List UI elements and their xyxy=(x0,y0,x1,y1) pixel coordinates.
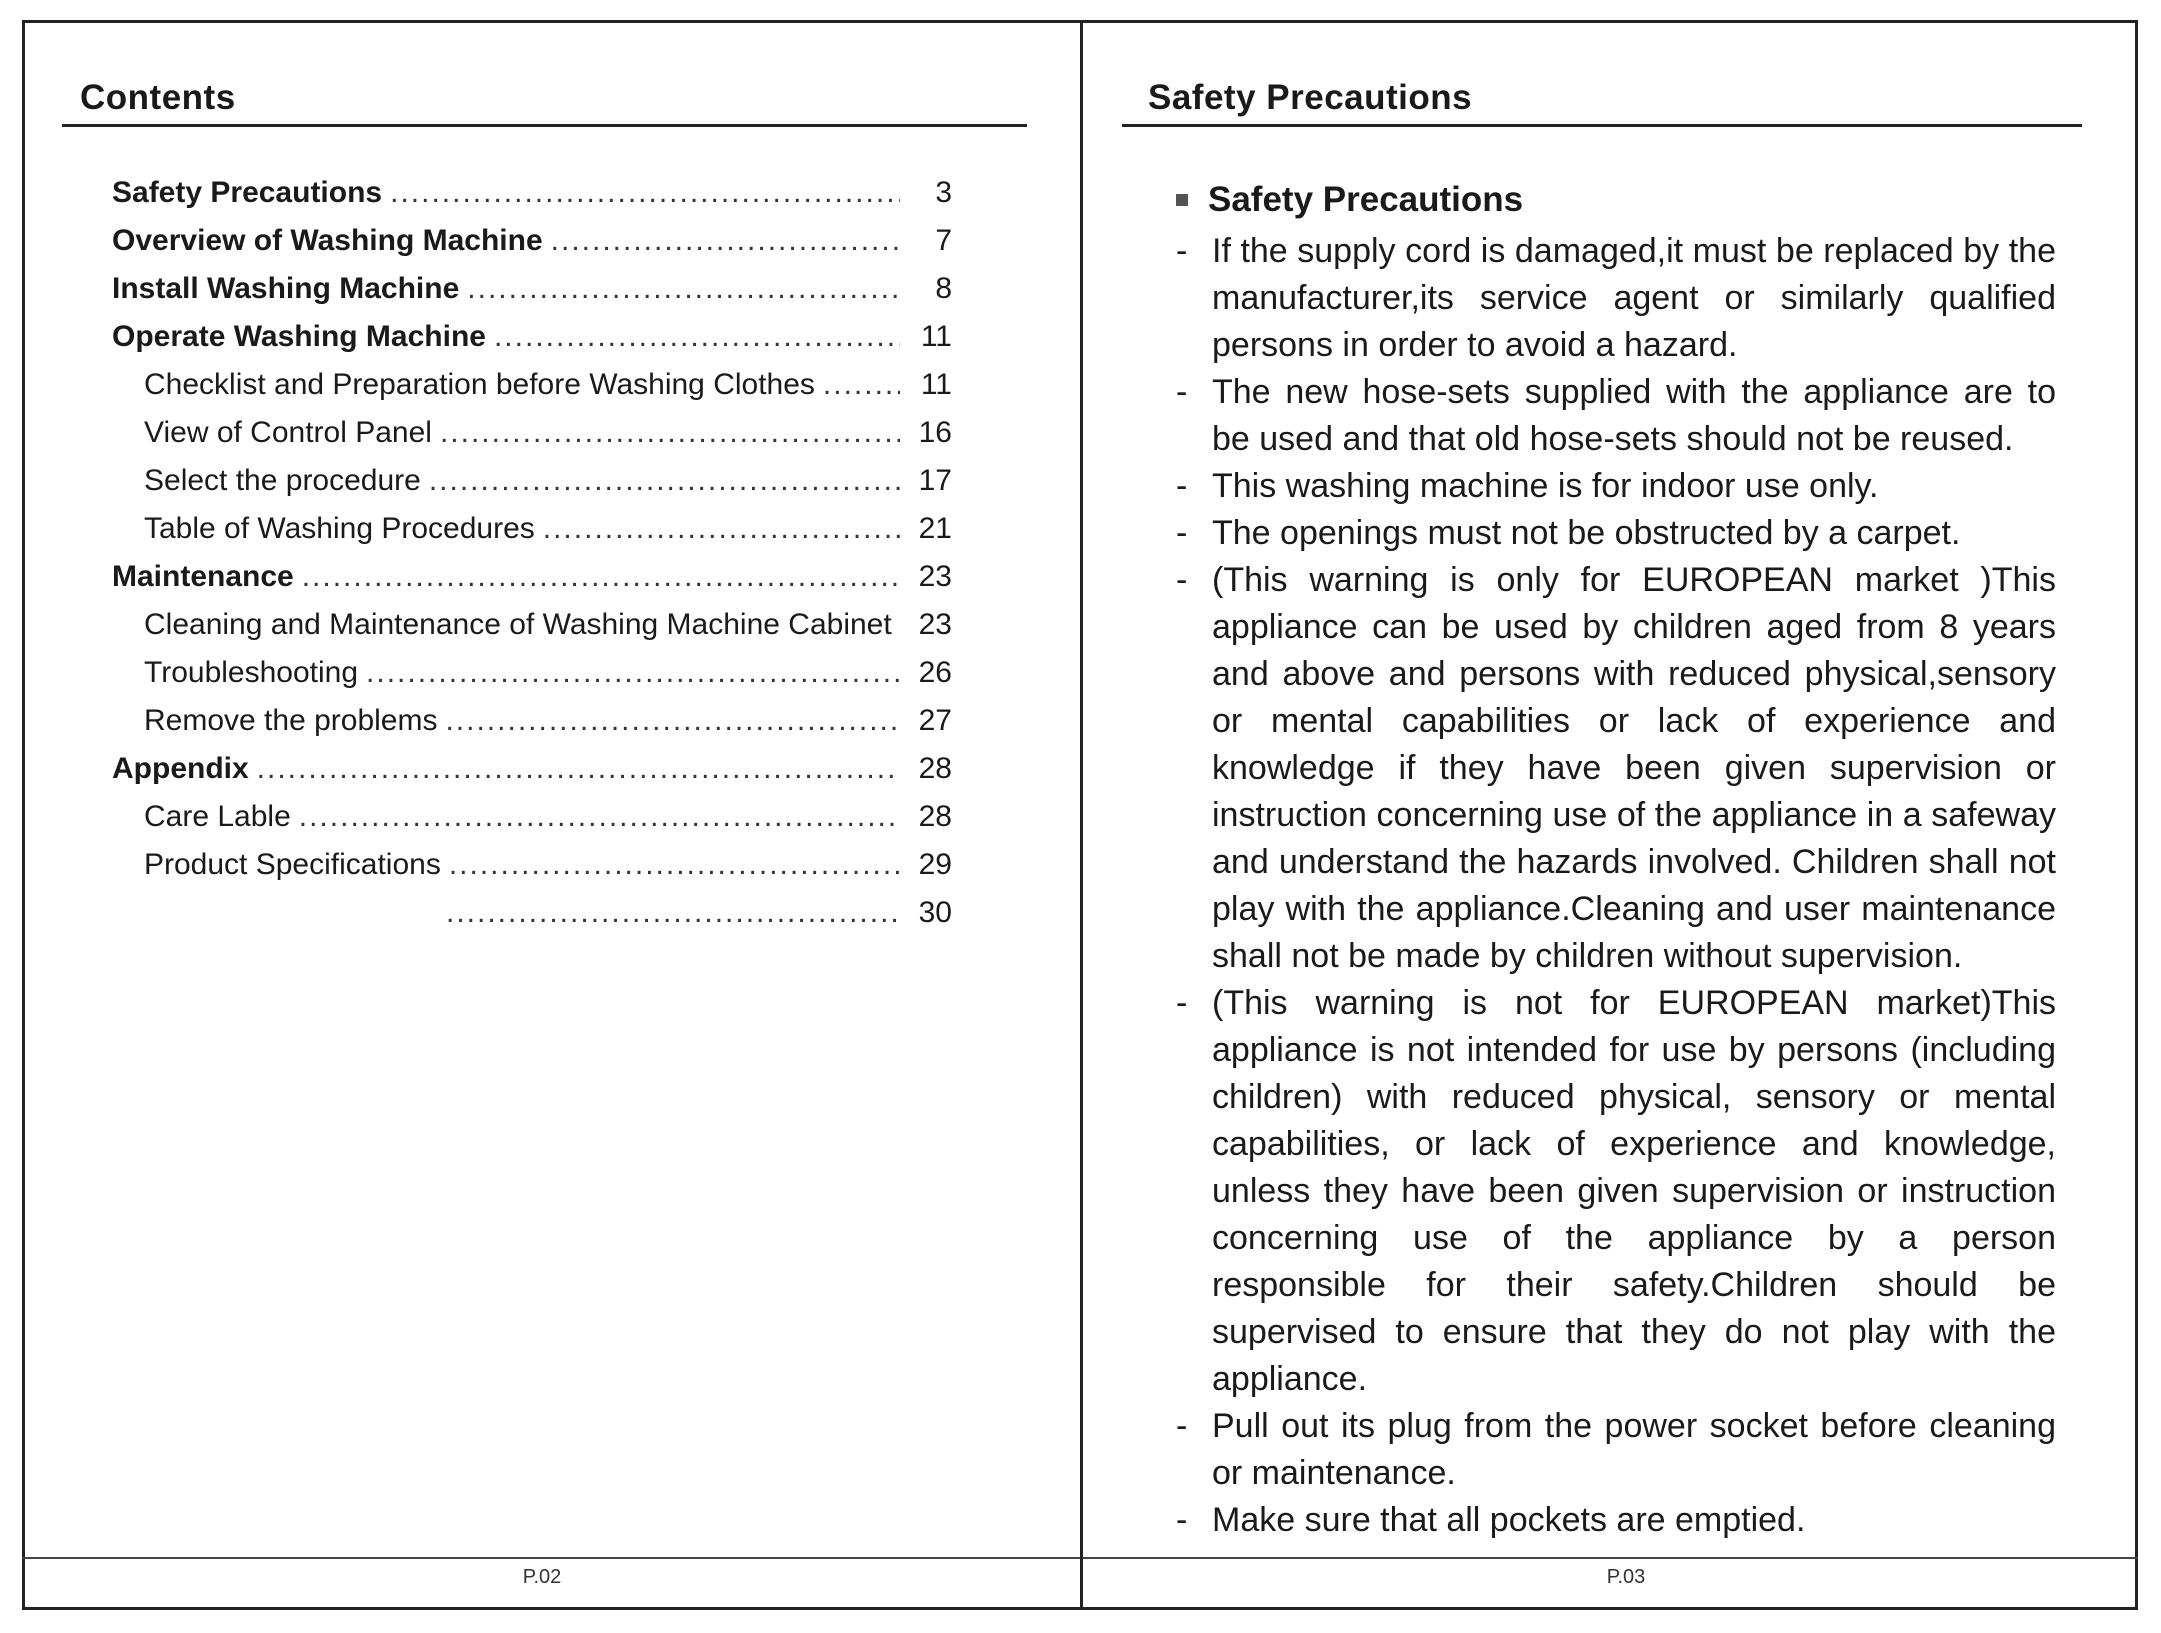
safety-title-rule xyxy=(1122,124,2082,127)
safety-section-heading-text: Safety Precautions xyxy=(1208,180,1524,219)
toc-entry-label: Product Specifications xyxy=(144,848,441,881)
toc-entry-page: 27 xyxy=(918,704,952,737)
toc-entry xyxy=(112,848,952,896)
toc-entry-page: 26 xyxy=(918,656,952,689)
toc-entry-label: Install Washing Machine xyxy=(112,272,460,305)
dash-bullet-icon: - xyxy=(1176,1407,1188,1445)
toc-dot-leader xyxy=(257,752,900,786)
safety-precautions-list xyxy=(1176,228,2056,1544)
toc-dot-leader xyxy=(440,416,900,450)
toc-entry xyxy=(112,368,952,416)
dash-bullet-icon: - xyxy=(1176,1501,1188,1539)
toc-entry xyxy=(112,656,952,704)
toc-entry-page: 23 xyxy=(918,608,952,641)
dash-bullet-icon: - xyxy=(1176,467,1188,505)
toc-entry-label: Overview of Washing Machine xyxy=(112,224,543,257)
precaution-text: Pull out its plug from the power socket before cleaning or maintenance. xyxy=(1212,1407,2056,1492)
precaution-item xyxy=(1176,557,2056,980)
precaution-item xyxy=(1176,1497,2056,1544)
toc-dot-leader xyxy=(366,656,900,690)
right-footer-rule xyxy=(1083,1557,2138,1559)
toc-entry-label: Care Lable xyxy=(144,800,291,833)
toc-entry-label: Operate Washing Machine xyxy=(112,320,486,353)
toc-entry-page: 11 xyxy=(920,320,952,353)
toc-entry xyxy=(112,704,952,752)
toc-entry-page: 29 xyxy=(918,848,952,881)
toc-dot-leader xyxy=(494,320,900,354)
toc-entry-page: 16 xyxy=(918,416,952,449)
right-page-number: P.03 xyxy=(1606,1566,1646,1588)
toc-dot-leader xyxy=(445,704,900,738)
toc-entry-page: 7 xyxy=(935,224,952,257)
safety-page-title: Safety Precautions xyxy=(1148,78,1473,117)
precaution-text: The openings must not be obstructed by a carpet. xyxy=(1212,514,1961,552)
toc-entry xyxy=(112,752,952,800)
toc-entry-label: Troubleshooting xyxy=(144,656,359,689)
toc-entry xyxy=(112,896,952,944)
toc-entry-page: 23 xyxy=(918,560,952,593)
toc-dot-leader xyxy=(446,896,900,930)
precaution-text: If the supply cord is damaged,it must be replaced by the manufacturer,its service agent or similarly qualified persons in order to avoid a hazard. xyxy=(1212,232,2056,364)
toc-entry-label: Table of Washing Procedures xyxy=(144,512,535,545)
dash-bullet-icon: - xyxy=(1176,514,1188,552)
toc-entry-page: 3 xyxy=(935,176,952,209)
toc-entry-label: Select the procedure xyxy=(144,464,421,497)
toc-dot-leader xyxy=(299,800,900,834)
toc-entry-label: Cleaning and Maintenance of Washing Machine Cabinet xyxy=(144,608,892,641)
toc-entry-page: 8 xyxy=(935,272,952,305)
toc-entry xyxy=(112,224,952,272)
table-of-contents xyxy=(112,176,952,944)
toc-dot-leader xyxy=(551,224,900,258)
precaution-text: This washing machine is for indoor use only. xyxy=(1212,467,1879,505)
square-bullet-icon xyxy=(1176,194,1188,206)
toc-entry xyxy=(112,608,952,656)
toc-entry-page: 30 xyxy=(918,896,952,929)
precaution-item xyxy=(1176,228,2056,369)
safety-section-heading xyxy=(1176,180,1523,220)
toc-dot-leader xyxy=(449,848,900,882)
left-footer-rule xyxy=(22,1557,1080,1559)
precaution-item xyxy=(1176,369,2056,463)
precaution-item xyxy=(1176,463,2056,510)
toc-entry-label: View of Control Panel xyxy=(144,416,432,449)
precaution-text: (This warning is not for EUROPEAN market)This appliance is not intended for use by persons (including children) with reduced physical, sensory or mental capabilities, or lack of experience and knowledge, unless they have been given supervision or instruction concerning use of the appliance by a person responsible for their safety.Children should be supervised to ensure that they do not play with the appliance. xyxy=(1212,984,2056,1398)
toc-dot-leader xyxy=(823,368,900,402)
toc-entry-page: 28 xyxy=(918,800,952,833)
toc-entry-page: 21 xyxy=(918,512,952,545)
toc-entry xyxy=(112,320,952,368)
toc-entry-label: Maintenance xyxy=(112,560,294,593)
left-page-number: P.02 xyxy=(522,1566,562,1588)
toc-entry-label: Remove the problems xyxy=(144,704,438,737)
toc-dot-leader xyxy=(390,176,900,210)
dash-bullet-icon: - xyxy=(1176,232,1188,270)
toc-entry-page: 28 xyxy=(918,752,952,785)
toc-dot-leader xyxy=(429,464,900,498)
toc-dot-leader xyxy=(543,512,900,546)
dash-bullet-icon: - xyxy=(1176,561,1188,599)
precaution-text: (This warning is only for EUROPEAN market )This appliance can be used by children aged from 8 years and above and persons with reduced physical,sensory or mental capabilities or lack of experience and knowledge if they have been given supervision or instruction concerning use of the appliance in a safeway and understand the hazards involved. Children shall not play with the appliance.Cleaning and user maintenance shall not be made by children without supervision. xyxy=(1212,561,2056,975)
toc-entry xyxy=(112,560,952,608)
toc-entry xyxy=(112,512,952,560)
toc-dot-leader xyxy=(302,560,900,594)
toc-entry-label: Checklist and Preparation before Washing Clothes xyxy=(144,368,815,401)
contents-title: Contents xyxy=(80,78,236,117)
precaution-text: Make sure that all pockets are emptied. xyxy=(1212,1501,1806,1539)
precaution-text: The new hose-sets supplied with the appliance are to be used and that old hose-sets should not be reused. xyxy=(1212,373,2056,458)
precaution-item xyxy=(1176,510,2056,557)
contents-title-rule xyxy=(62,124,1027,127)
toc-entry xyxy=(112,272,952,320)
toc-entry-label: Safety Precautions xyxy=(112,176,383,209)
dash-bullet-icon: - xyxy=(1176,984,1188,1022)
precaution-item xyxy=(1176,1403,2056,1497)
toc-entry-page: 11 xyxy=(920,368,952,401)
toc-dot-leader xyxy=(467,272,900,306)
toc-entry-page: 17 xyxy=(918,464,952,497)
page-divider xyxy=(1080,20,1083,1610)
toc-entry xyxy=(112,176,952,224)
toc-entry xyxy=(112,464,952,512)
toc-entry xyxy=(112,416,952,464)
toc-entry xyxy=(112,800,952,848)
dash-bullet-icon: - xyxy=(1176,373,1188,411)
toc-entry-label: Appendix xyxy=(112,752,249,785)
precaution-item xyxy=(1176,980,2056,1403)
